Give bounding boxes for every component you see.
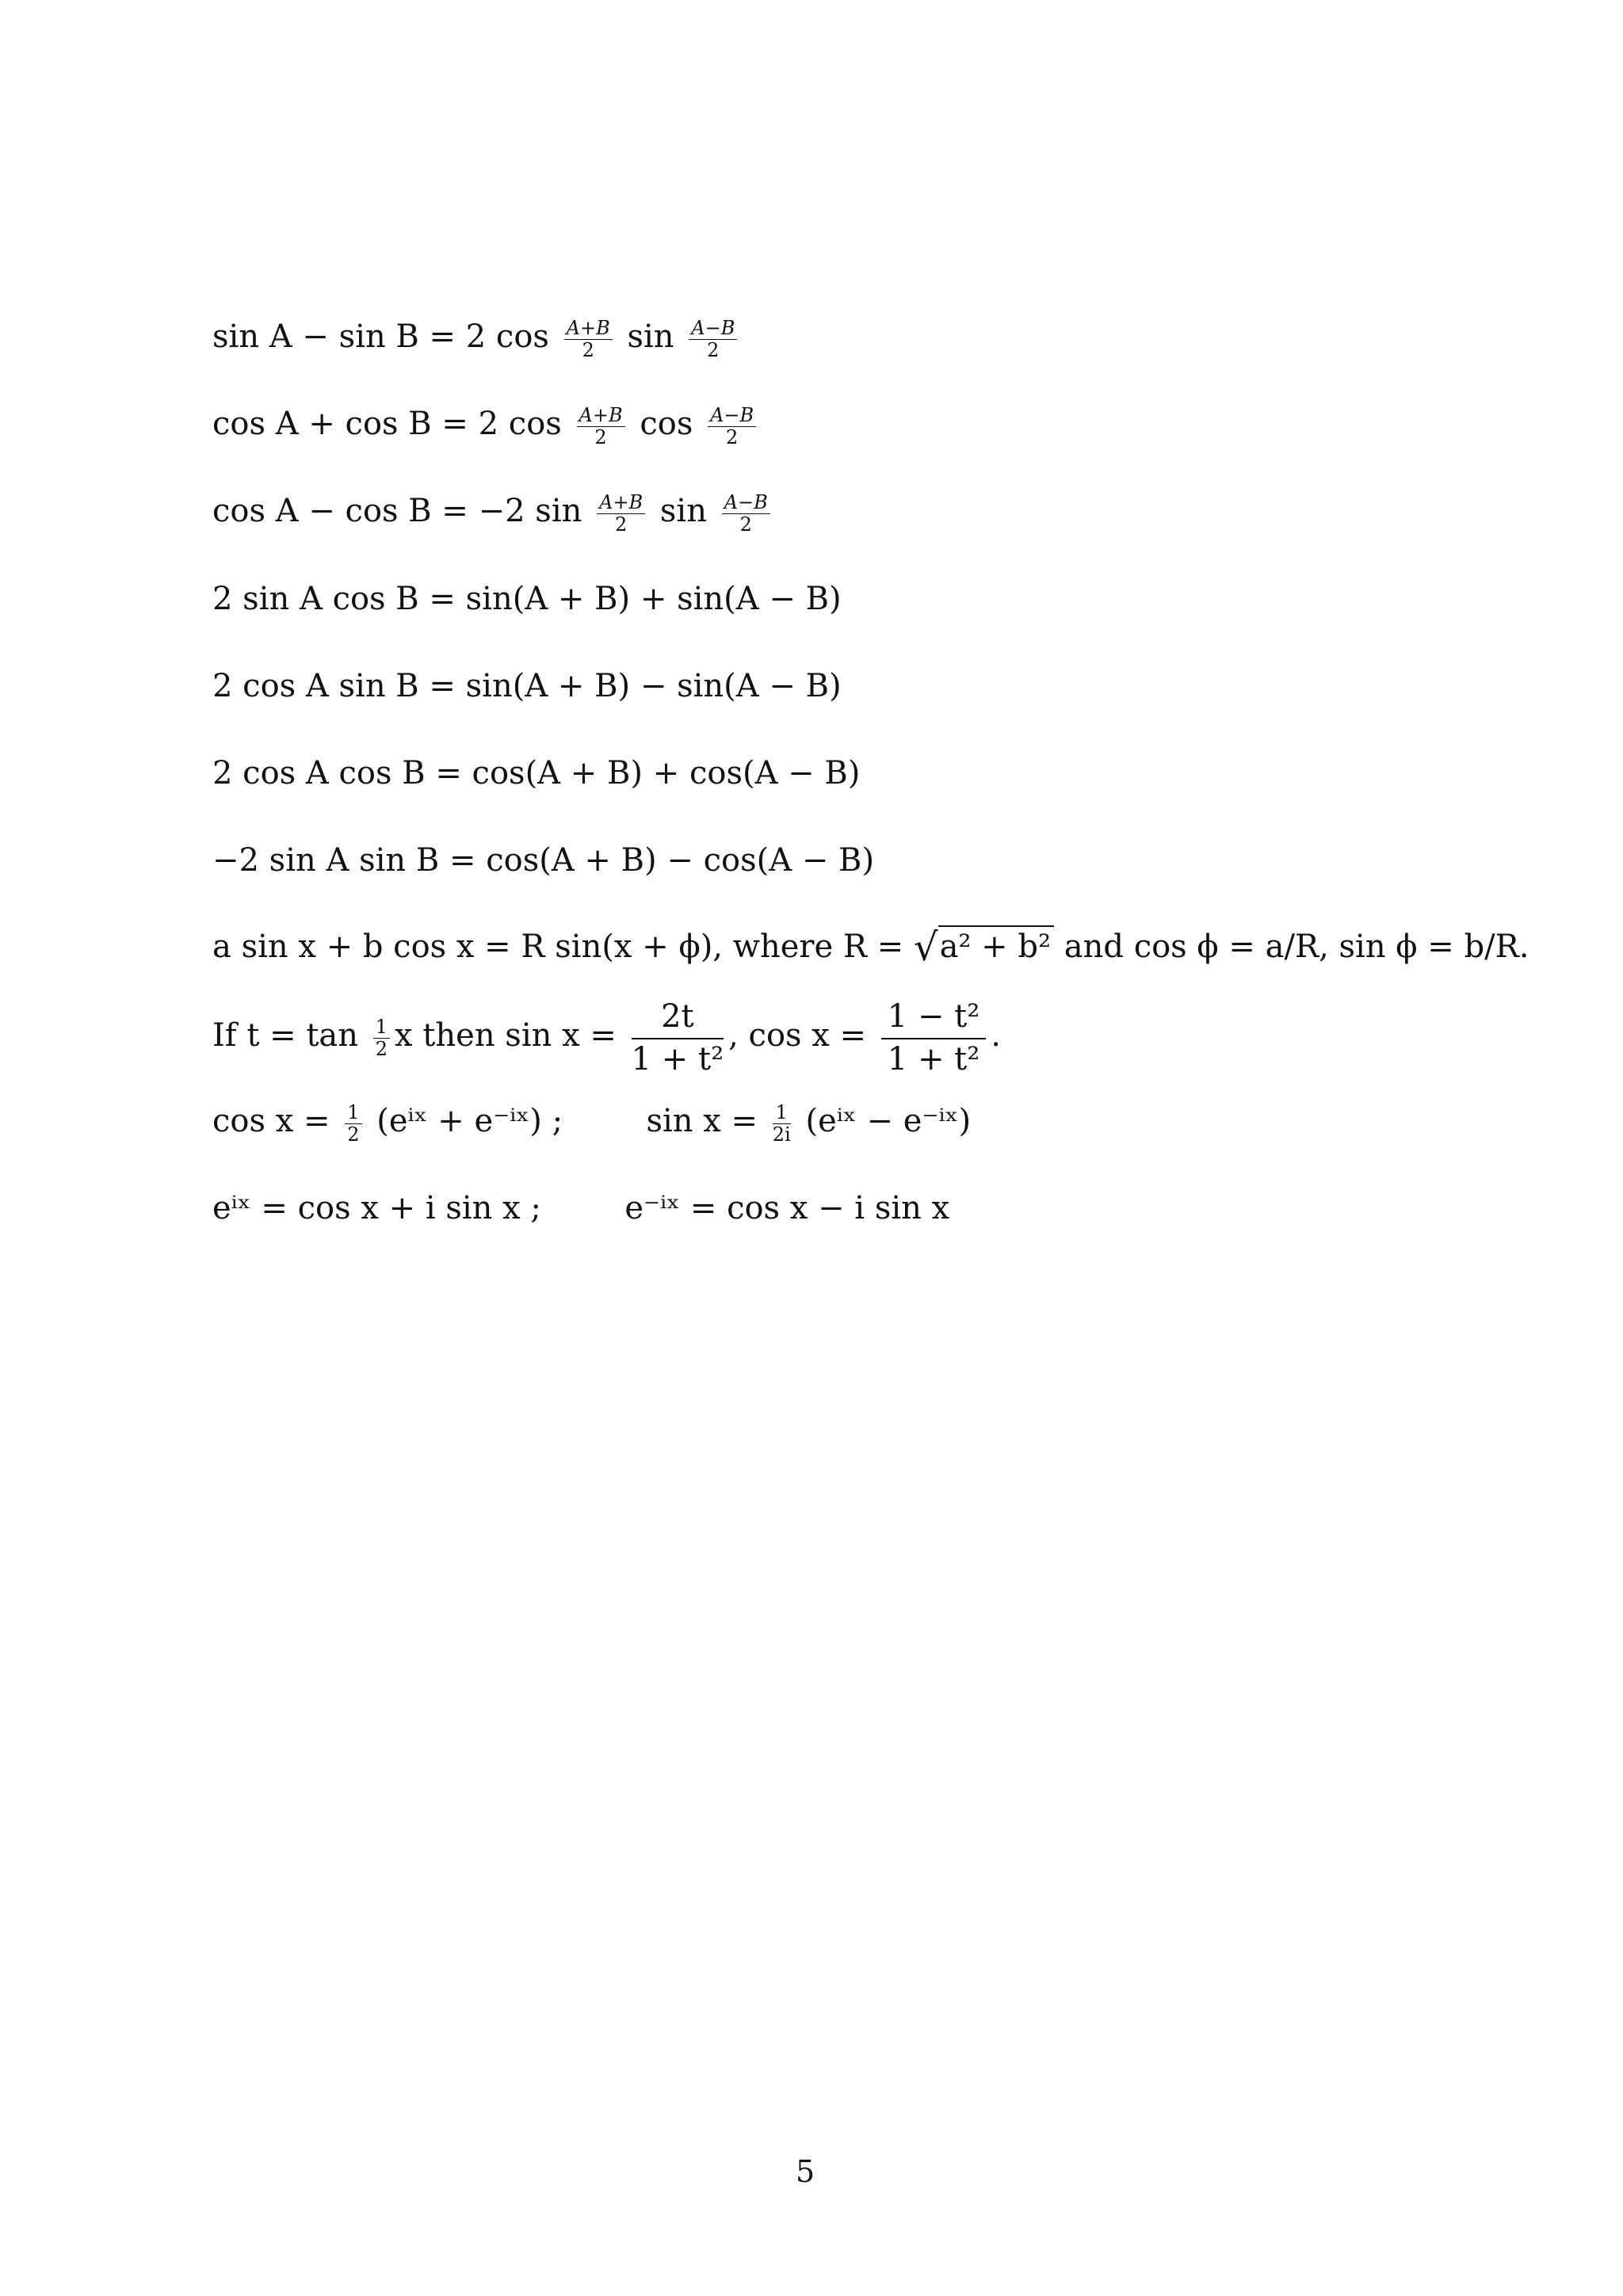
equation-exponential-forms: cos x = $\frac{1}{2}$ (eⁱˣ + e⁻ⁱˣ) ; sin x = $\frac{1}{2i}$ (eⁱˣ − e⁻ⁱˣ) xyxy=(212,1101,972,1146)
equation-product-sin-cos: 2 sin A cos B = sin(A + B) + sin(A − B) xyxy=(212,581,842,617)
equation-product-cos-sin: 2 cos A sin B = sin(A + B) − sin(A − B) xyxy=(212,668,842,704)
equation-cos-sum xyxy=(212,400,761,448)
eq-lhs: sin A − sin B = 2 cos xyxy=(212,318,549,355)
fraction: $\frac{A-B}{2}$ xyxy=(708,405,756,448)
page-number: 5 xyxy=(796,2154,815,2189)
fraction: $\frac{1}{2}$ xyxy=(345,1102,361,1145)
equation-sin-difference xyxy=(212,313,742,360)
fraction: $\frac{A+B}{2}$ xyxy=(597,492,645,535)
eq-mid: sin xyxy=(627,318,674,355)
fraction: $\frac{A+B}{2}$ xyxy=(577,405,625,448)
eq-lhs: cos A + cos B = 2 cos xyxy=(212,406,562,442)
fraction: $\frac{A-B}{2}$ xyxy=(722,492,770,535)
eq-lhs: cos A − cos B = −2 sin xyxy=(212,493,582,529)
fraction: $\frac{1}{2i}$ xyxy=(772,1101,791,1146)
fraction: $\frac{A-B}{2}$ xyxy=(689,318,737,360)
equation-t-substitution: If t = tan $\frac{1}{2}$ x then sin x = $\frac{2t}{\text{1 + t²}}$ , cos x = $\frac{\text{1 − t²}}{\text{1 + t²}}$ . xyxy=(212,998,1002,1077)
fraction: $\frac{\text{1 − t²}}{\text{1 + t²}}$ xyxy=(881,997,987,1079)
fraction: $\frac{1}{2}$ xyxy=(373,1016,390,1059)
fraction: $\frac{2t}{\text{1 + t²}}$ xyxy=(631,998,724,1077)
equation-product-cos-cos: 2 cos A cos B = cos(A + B) + cos(A − B) xyxy=(212,755,861,791)
eq-rhs: and cos ϕ = a/R, sin ϕ = b/R. xyxy=(1064,929,1529,965)
eq-mid: cos xyxy=(640,406,693,442)
equation-product-sin-sin: −2 sin A sin B = cos(A + B) − cos(A − B) xyxy=(212,842,875,879)
fraction: $\frac{A+B}{2}$ xyxy=(564,318,613,360)
equation-cos-difference xyxy=(212,487,775,535)
eq-mid: sin xyxy=(659,493,707,529)
radical-sign: √ xyxy=(913,925,938,970)
eq-lhs: a sin x + b cos x = R sin(x + ϕ), where R = xyxy=(212,929,904,965)
square-root: √a² + b² xyxy=(914,923,1054,971)
equation-harmonic-form xyxy=(212,923,1529,971)
equation-euler: eⁱˣ = cos x + i sin x ; e⁻ⁱˣ = cos x − i sin x xyxy=(212,1190,950,1226)
